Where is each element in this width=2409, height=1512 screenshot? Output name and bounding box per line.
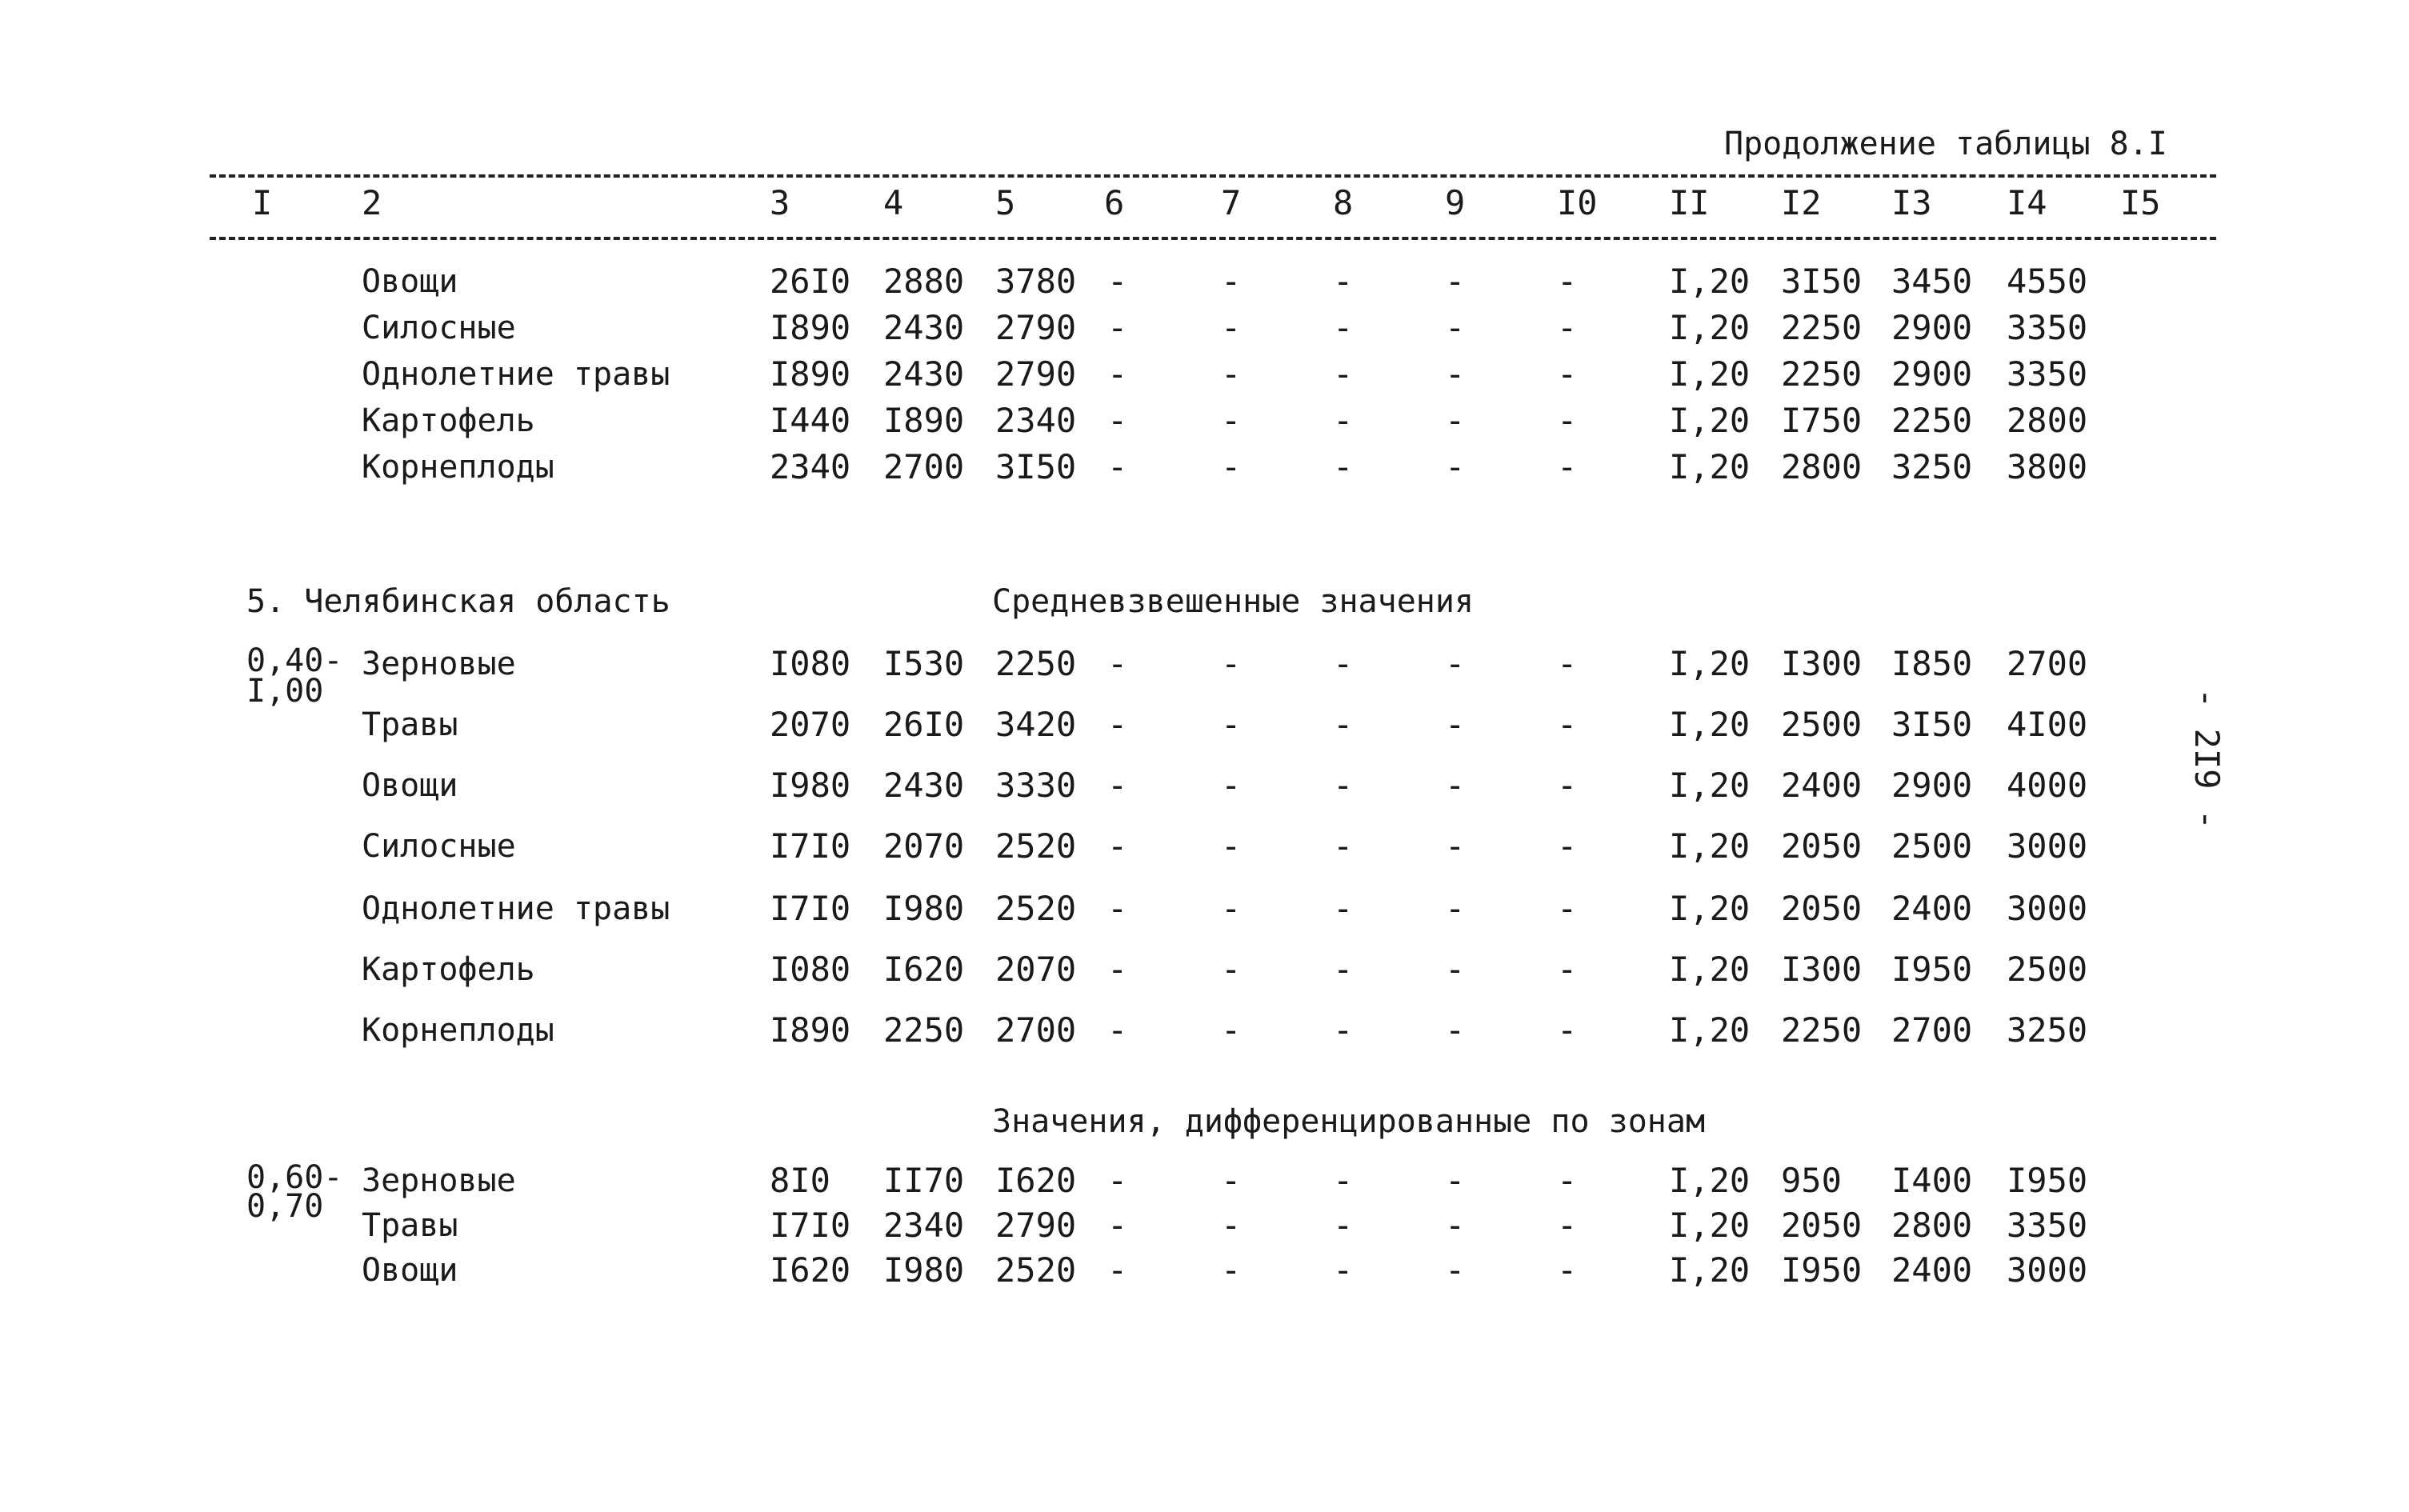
table-cell: 2700 <box>1891 1010 1973 1050</box>
table-cell: - <box>1445 889 1466 928</box>
column-header-6: 6 <box>1104 183 1125 222</box>
table-cell: - <box>1221 262 1242 301</box>
table-cell: - <box>1333 950 1354 989</box>
table-cell: 3800 <box>2007 447 2088 486</box>
table-cell: 2340 <box>770 447 851 486</box>
table-cell: 2050 <box>1781 1206 1863 1245</box>
table-cell: - <box>1333 401 1354 440</box>
table-cell: I620 <box>883 950 965 989</box>
crop-name: Корнеплоды <box>362 449 554 486</box>
table-cell: - <box>1445 826 1466 866</box>
table-cell: 2070 <box>770 705 851 744</box>
table-cell: 2430 <box>883 354 965 394</box>
table-cell: 2500 <box>2007 950 2088 989</box>
table-cell: 2250 <box>1891 401 1973 440</box>
table-cell: - <box>1445 354 1466 394</box>
table-cell: - <box>1107 308 1128 347</box>
table-cell: 2340 <box>883 1206 965 1245</box>
crop-name: Картофель <box>362 402 535 439</box>
block-3-coef-line2: 0,70 <box>246 1188 324 1225</box>
table-cell: - <box>1333 644 1354 683</box>
table-cell: I300 <box>1781 950 1863 989</box>
column-header-4: 4 <box>883 183 904 222</box>
crop-name: Травы <box>362 1207 458 1244</box>
table-cell: 2430 <box>883 766 965 805</box>
table-cell: I890 <box>883 401 965 440</box>
table-cell: I,20 <box>1669 826 1751 866</box>
column-header-10: I0 <box>1557 183 1598 222</box>
table-cell: 2400 <box>1891 889 1973 928</box>
column-header-8: 8 <box>1333 183 1354 222</box>
table-cell: - <box>1557 354 1578 394</box>
table-cell: - <box>1557 401 1578 440</box>
table-cell: 3000 <box>2007 889 2088 928</box>
table-cell: 3780 <box>995 262 1077 301</box>
table-cell: I,20 <box>1669 950 1751 989</box>
table-cell: - <box>1333 889 1354 928</box>
table-cell: - <box>1107 950 1128 989</box>
table-cell: - <box>1221 644 1242 683</box>
table-cell: I980 <box>770 766 851 805</box>
table-cell: 3350 <box>2007 308 2088 347</box>
table-cell: 4000 <box>2007 766 2088 805</box>
table-cell: I080 <box>770 644 851 683</box>
table-cell: I750 <box>1781 401 1863 440</box>
crop-name: Корнеплоды <box>362 1012 554 1049</box>
column-header-3: 3 <box>770 183 790 222</box>
table-cell: 2900 <box>1891 354 1973 394</box>
table-cell: 950 <box>1781 1161 1842 1200</box>
table-cell: 2070 <box>995 950 1077 989</box>
table-cell: - <box>1445 1250 1466 1290</box>
table-cell: 2520 <box>995 1250 1077 1290</box>
table-cell: 2800 <box>1781 447 1863 486</box>
crop-name: Однолетние травы <box>362 890 670 927</box>
table-cell: - <box>1221 1161 1242 1200</box>
table-cell: - <box>1221 1010 1242 1050</box>
table-cell: 3350 <box>2007 1206 2088 1245</box>
section-zones-title: Значения, дифференцированные по зонам <box>992 1103 1706 1140</box>
table-cell: 3000 <box>2007 826 2088 866</box>
table-cell: - <box>1333 308 1354 347</box>
table-cell: 3350 <box>2007 354 2088 394</box>
table-cell: I080 <box>770 950 851 989</box>
table-cell: I,20 <box>1669 447 1751 486</box>
table-cell: - <box>1333 766 1354 805</box>
table-cell: - <box>1445 262 1466 301</box>
table-cell: 2790 <box>995 354 1077 394</box>
table-cell: - <box>1221 950 1242 989</box>
table-cell: - <box>1107 354 1128 394</box>
table-cell: I620 <box>770 1250 851 1290</box>
crop-name: Овощи <box>362 767 458 804</box>
table-cell: - <box>1107 766 1128 805</box>
column-header-15: I5 <box>2120 183 2161 222</box>
table-cell: 4550 <box>2007 262 2088 301</box>
table-cell: I950 <box>1891 950 1973 989</box>
table-cell: - <box>1557 950 1578 989</box>
table-cell: - <box>1221 889 1242 928</box>
table-cell: - <box>1107 1161 1128 1200</box>
table-cell: I850 <box>1891 644 1973 683</box>
crop-name: Силосные <box>362 828 516 865</box>
table-cell: - <box>1557 644 1578 683</box>
table-cell: 4I00 <box>2007 705 2088 744</box>
table-cell: - <box>1107 1206 1128 1245</box>
table-cell: I530 <box>883 644 965 683</box>
table-cell: I7I0 <box>770 889 851 928</box>
table-cell: 3I50 <box>1781 262 1863 301</box>
table-cell: - <box>1333 447 1354 486</box>
table-cell: I890 <box>770 308 851 347</box>
table-cell: I7I0 <box>770 1206 851 1245</box>
table-cell: 2700 <box>2007 644 2088 683</box>
table-cell: I,20 <box>1669 401 1751 440</box>
table-cell: - <box>1107 447 1128 486</box>
table-cell: I,20 <box>1669 1206 1751 1245</box>
table-cell: I440 <box>770 401 851 440</box>
table-cell: 2880 <box>883 262 965 301</box>
table-cell: - <box>1445 308 1466 347</box>
table-cell: 2800 <box>1891 1206 1973 1245</box>
table-cell: II70 <box>883 1161 965 1200</box>
table-cell: I,20 <box>1669 262 1751 301</box>
table-cell: - <box>1107 262 1128 301</box>
table-cell: - <box>1107 644 1128 683</box>
crop-name: Картофель <box>362 951 535 988</box>
table-cell: I400 <box>1891 1161 1973 1200</box>
table-cell: - <box>1445 1161 1466 1200</box>
table-cell: - <box>1557 1010 1578 1050</box>
table-cell: - <box>1333 705 1354 744</box>
table-cell: 3I50 <box>1891 705 1973 744</box>
column-header-14: I4 <box>2007 183 2047 222</box>
table-cell: I620 <box>995 1161 1077 1200</box>
table-cell: - <box>1445 705 1466 744</box>
table-cell: - <box>1557 1206 1578 1245</box>
table-cell: 2790 <box>995 1206 1077 1245</box>
table-cell: I,20 <box>1669 1010 1751 1050</box>
table-cell: 2400 <box>1891 1250 1973 1290</box>
table-cell: - <box>1557 766 1578 805</box>
table-cell: - <box>1221 1250 1242 1290</box>
table-cell: - <box>1107 889 1128 928</box>
table-cell: 2520 <box>995 889 1077 928</box>
table-cell: - <box>1107 1250 1128 1290</box>
table-cell: 2070 <box>883 826 965 866</box>
table-cell: 8I0 <box>770 1161 830 1200</box>
table-cell: 2900 <box>1891 308 1973 347</box>
table-cell: - <box>1557 1161 1578 1200</box>
table-cell: - <box>1557 262 1578 301</box>
table-cell: - <box>1557 1250 1578 1290</box>
header-bottom-rule <box>210 237 2216 240</box>
table-cell: 2340 <box>995 401 1077 440</box>
table-cell: 3450 <box>1891 262 1973 301</box>
column-header-2: 2 <box>362 183 382 222</box>
table-cell: 3250 <box>1891 447 1973 486</box>
crop-name: Травы <box>362 706 458 743</box>
table-cell: - <box>1557 826 1578 866</box>
table-cell: I,20 <box>1669 644 1751 683</box>
table-cell: I7I0 <box>770 826 851 866</box>
table-cell: 3I50 <box>995 447 1077 486</box>
table-cell: - <box>1107 826 1128 866</box>
column-header-7: 7 <box>1221 183 1242 222</box>
page-number: - 2I9 - <box>2187 688 2227 830</box>
table-cell: 2500 <box>1891 826 1973 866</box>
table-cell: I980 <box>883 889 965 928</box>
table-cell: - <box>1445 401 1466 440</box>
table-cell: - <box>1333 826 1354 866</box>
crop-name: Зерновые <box>362 646 516 682</box>
column-header-9: 9 <box>1445 183 1466 222</box>
table-cell: 2250 <box>995 644 1077 683</box>
block-2-coef-line1: 0,40- <box>246 642 343 679</box>
table-cell: - <box>1333 262 1354 301</box>
table-cell: 2250 <box>1781 308 1863 347</box>
region-title: 5. Челябинская область <box>246 583 670 620</box>
table-cell: 3420 <box>995 705 1077 744</box>
block-3-coef-line1: 0,60- <box>246 1159 343 1196</box>
table-cell: I300 <box>1781 644 1863 683</box>
table-cell: - <box>1221 308 1242 347</box>
table-cell: - <box>1221 1206 1242 1245</box>
header-top-rule <box>210 174 2216 178</box>
table-cell: 2700 <box>995 1010 1077 1050</box>
column-header-1: I <box>252 183 273 222</box>
table-cell: I,20 <box>1669 766 1751 805</box>
table-cell: - <box>1333 1010 1354 1050</box>
table-cell: 3000 <box>2007 1250 2088 1290</box>
table-cell: - <box>1557 705 1578 744</box>
crop-name: Овощи <box>362 1252 458 1289</box>
section-weighted-title: Средневзвешенные значения <box>992 583 1475 620</box>
table-cell: - <box>1557 889 1578 928</box>
column-header-5: 5 <box>995 183 1016 222</box>
table-cell: I,20 <box>1669 354 1751 394</box>
table-cell: - <box>1445 1010 1466 1050</box>
table-cell: 2050 <box>1781 826 1863 866</box>
column-header-12: I2 <box>1781 183 1822 222</box>
table-cell: - <box>1333 354 1354 394</box>
table-cell: 2430 <box>883 308 965 347</box>
table-cell: - <box>1107 1010 1128 1050</box>
table-cell: 26I0 <box>883 705 965 744</box>
table-cell: 2250 <box>1781 1010 1863 1050</box>
table-cell: - <box>1445 766 1466 805</box>
table-cell: 2790 <box>995 308 1077 347</box>
table-cell: 2520 <box>995 826 1077 866</box>
table-cell: - <box>1221 447 1242 486</box>
table-cell: 2500 <box>1781 705 1863 744</box>
table-cell: - <box>1557 308 1578 347</box>
table-cell: - <box>1557 447 1578 486</box>
crop-name: Овощи <box>362 263 458 300</box>
table-cell: 2900 <box>1891 766 1973 805</box>
table-cell: - <box>1107 401 1128 440</box>
table-cell: - <box>1107 705 1128 744</box>
table-cell: 2250 <box>883 1010 965 1050</box>
table-cell: - <box>1221 401 1242 440</box>
table-cell: I890 <box>770 1010 851 1050</box>
table-cell: - <box>1221 354 1242 394</box>
table-cell: I,20 <box>1669 889 1751 928</box>
table-cell: 26I0 <box>770 262 851 301</box>
table-caption: Продолжение таблицы 8.I <box>1724 126 2167 162</box>
column-header-13: I3 <box>1891 183 1932 222</box>
crop-name: Зерновые <box>362 1162 516 1199</box>
table-cell: - <box>1333 1161 1354 1200</box>
table-cell: 2250 <box>1781 354 1863 394</box>
table-cell: - <box>1445 950 1466 989</box>
table-cell: - <box>1221 826 1242 866</box>
crop-name: Однолетние травы <box>362 356 670 393</box>
table-cell: 3250 <box>2007 1010 2088 1050</box>
table-cell: I950 <box>2007 1161 2088 1200</box>
table-cell: - <box>1221 705 1242 744</box>
table-cell: I,20 <box>1669 308 1751 347</box>
crop-name: Силосные <box>362 310 516 346</box>
table-cell: - <box>1445 1206 1466 1245</box>
table-cell: - <box>1445 447 1466 486</box>
table-cell: - <box>1221 766 1242 805</box>
table-cell: 2400 <box>1781 766 1863 805</box>
table-cell: I,20 <box>1669 705 1751 744</box>
table-cell: 2800 <box>2007 401 2088 440</box>
table-cell: I,20 <box>1669 1250 1751 1290</box>
column-header-11: II <box>1669 183 1710 222</box>
table-cell: - <box>1333 1206 1354 1245</box>
table-cell: - <box>1445 644 1466 683</box>
block-2-coef-line2: I,00 <box>246 673 324 710</box>
table-cell: I890 <box>770 354 851 394</box>
table-cell: - <box>1333 1250 1354 1290</box>
table-cell: 3330 <box>995 766 1077 805</box>
table-cell: 2700 <box>883 447 965 486</box>
table-cell: I,20 <box>1669 1161 1751 1200</box>
table-cell: 2050 <box>1781 889 1863 928</box>
table-cell: I980 <box>883 1250 965 1290</box>
table-cell: I950 <box>1781 1250 1863 1290</box>
